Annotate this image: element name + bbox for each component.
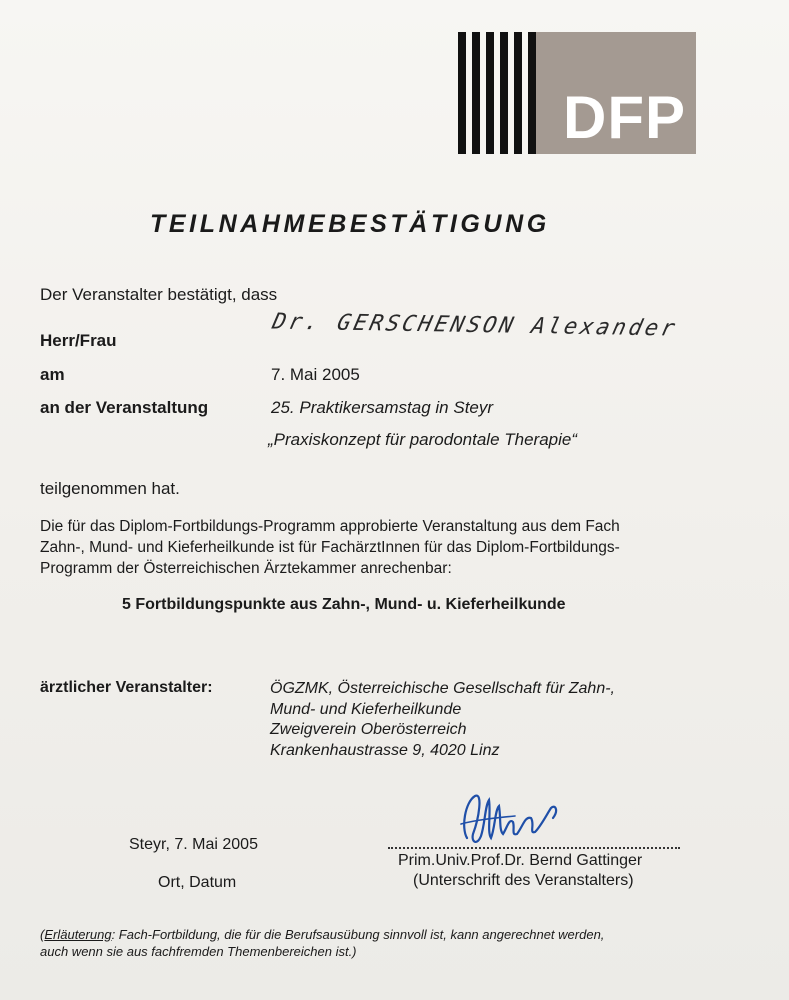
paragraph-line-1: Die für das Diplom-Fortbildungs-Programm approbierte Veranstaltung aus dem Fach	[40, 518, 620, 535]
organizer-line-2: Mund- und Kieferheilkunde	[270, 700, 462, 718]
paragraph-line-2: Zahn-, Mund- und Kieferheilkunde ist für FachärztInnen für das Diplom-Fortbildungs-	[40, 539, 620, 556]
logo-grey-block	[536, 32, 696, 154]
signature-caption: (Unterschrift des Veranstalters)	[413, 872, 634, 889]
logo-barcode-stripes	[458, 32, 536, 154]
organizer-line-1: ÖGZMK, Österreichische Gesellschaft für Zahn-,	[270, 680, 615, 697]
intro-text: Der Veranstalter bestätigt, dass	[40, 285, 278, 304]
footnote-line-1	[40, 926, 604, 943]
logo-text: DFP	[563, 84, 686, 151]
organizer-line-4: Krankenhaustrasse 9, 4020 Linz	[270, 741, 500, 759]
place-date-caption: Ort, Datum	[158, 874, 237, 891]
handwritten-name: Dr. GERSCHENSON Alexander	[269, 309, 681, 342]
participated-text: teilgenommen hat.	[40, 479, 180, 498]
organizer-address	[270, 679, 615, 761]
signatory-name: Prim.Univ.Prof.Dr. Bernd Gattinger	[398, 852, 643, 869]
footnote-term: Erläuterung	[44, 927, 112, 942]
event-value-line2: „Praxiskonzept für parodontale Therapie“	[268, 430, 577, 449]
organizer-label: ärztlicher Veranstalter:	[40, 679, 213, 696]
date-value: 7. Mai 2005	[271, 365, 360, 384]
place-date-value: Steyr, 7. Mai 2005	[129, 836, 258, 853]
date-label: am	[40, 365, 65, 384]
event-label: an der Veranstaltung	[40, 398, 209, 417]
approval-paragraph	[40, 516, 720, 579]
dfp-logo	[458, 32, 696, 154]
document-title: TEILNAHMEBESTÄTIGUNG	[150, 210, 550, 238]
footnote-line-2: auch wenn sie aus fachfremden Themenbereichen ist.)	[40, 944, 357, 959]
footnote	[40, 926, 604, 960]
name-label: Herr/Frau	[40, 331, 117, 350]
organizer-line-3: Zweigverein Oberösterreich	[270, 721, 467, 738]
paragraph-line-3: Programm der Österreichischen Ärztekammer anrechenbar:	[40, 560, 452, 577]
event-value-line1: 25. Praktikersamstag in Steyr	[271, 398, 494, 417]
footnote-open-paren: (	[40, 927, 45, 942]
footnote-line-1-rest: : Fach-Fortbildung, die für die Berufsausübung sinnvoll ist, kann angerechnet werden,	[111, 927, 605, 942]
credit-points: 5 Fortbildungspunkte aus Zahn-, Mund- u. Kieferheilkunde	[122, 596, 566, 613]
signature-line	[388, 847, 680, 849]
